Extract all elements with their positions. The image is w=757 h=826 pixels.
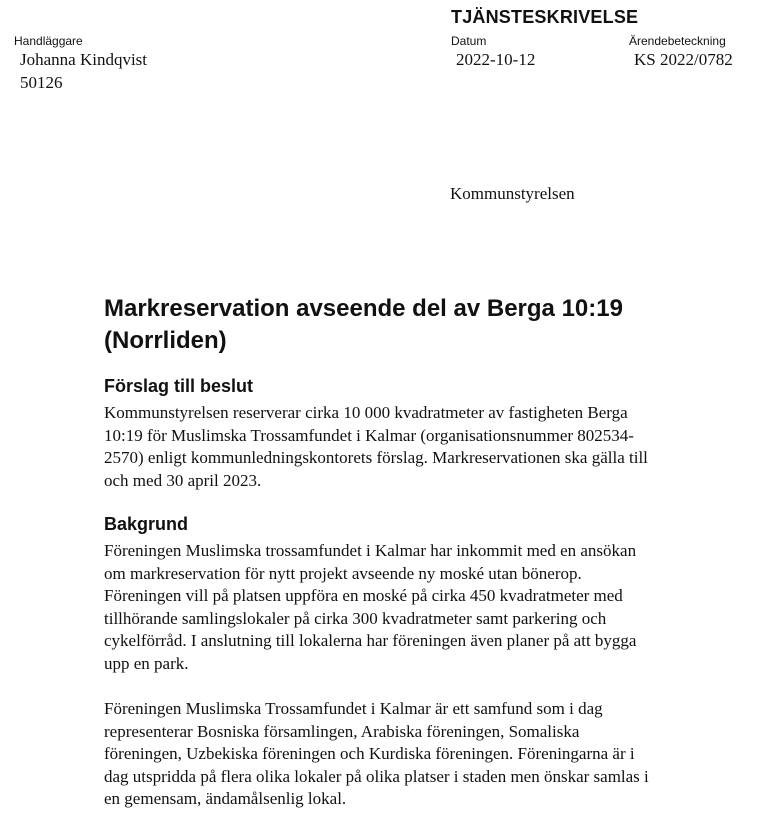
bakgrund-paragraph-1: [104, 540, 636, 675]
text-line: Kommunstyrelsen reserverar cirka 10 000 kvadratmeter av fastigheten Berga: [104, 403, 628, 422]
title-line: (Norrliden): [104, 327, 227, 354]
text-line: Föreningen vill på platsen uppföra en moské på cirka 450 kvadratmeter med: [104, 586, 623, 605]
document-type: TJÄNSTESKRIVELSE: [451, 7, 639, 27]
bakgrund-paragraph-2: [104, 698, 649, 811]
text-line: Föreningen Muslimska trossamfundet i Kalmar har inkommit med en ansökan: [104, 541, 637, 560]
text-line: om markreservation för nytt projekt avseende ny moské utan bönerop.: [104, 563, 582, 583]
text-line: upp en park.: [104, 653, 189, 673]
text-line: och med 30 april 2023.: [104, 470, 262, 490]
arende-label: Ärendebeteckning: [629, 34, 726, 48]
text-line: representerar Bosniska församlingen, Arabiska föreningen, Somaliska: [104, 721, 580, 741]
forslag-paragraph: [104, 402, 648, 492]
text-line: 10:19 för Muslimska Trossamfundet i Kalmar (organisationsnummer 802534-: [104, 425, 634, 445]
text-line: en gemensam, ändamålsenlig lokal.: [104, 789, 347, 808]
handlaggare-label: Handläggare: [14, 34, 83, 48]
recipient: Kommunstyrelsen: [450, 184, 575, 203]
title-line: Markreservation avseende del av Berga 10:19: [104, 295, 623, 322]
text-line: Föreningen Muslimska Trossamfundet i Kalmar är ett samfund som i dag: [104, 699, 603, 718]
datum-label: Datum: [451, 34, 487, 48]
handlaggare-phone: 50126: [20, 73, 63, 92]
datum-value: 2022-10-12: [456, 50, 536, 69]
text-line: dag utspridda på flera olika lokaler på olika platser i staden men önskar samlas i: [104, 766, 649, 786]
section-heading-forslag: Förslag till beslut: [104, 376, 254, 396]
arende-value: KS 2022/0782: [634, 50, 733, 69]
section-heading-bakgrund: Bakgrund: [104, 514, 189, 534]
text-line: föreningen, Uzbekiska föreningen och Kurdiska föreningen. Föreningarna är i: [104, 744, 635, 763]
text-line: cykelförråd. I anslutning till lokalerna har föreningen även planer på att bygga: [104, 631, 637, 650]
text-line: 2570) enligt kommunledningskontorets förslag. Markreservationen ska gälla till: [104, 448, 648, 467]
text-line: tillhörande samlingslokaler på cirka 300 kvadratmeter samt parkering och: [104, 608, 607, 628]
handlaggare-name: Johanna Kindqvist: [20, 50, 148, 69]
document-title: [104, 293, 724, 357]
